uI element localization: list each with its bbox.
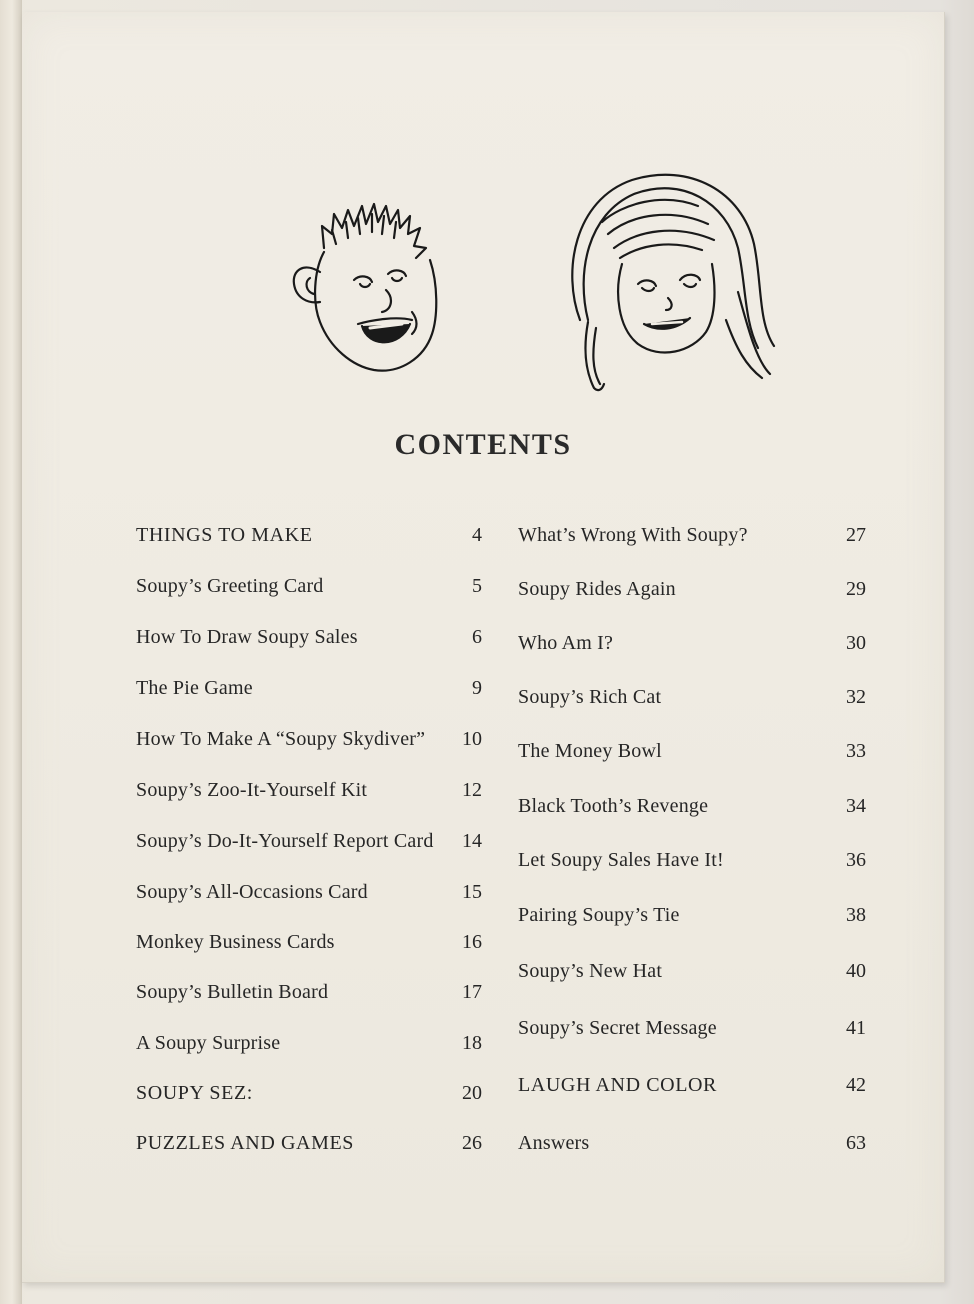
toc-entry-page: 33 <box>846 740 866 762</box>
toc-entry-page: 16 <box>462 931 482 953</box>
toc-entry-page: 41 <box>846 1017 866 1039</box>
toc-entry <box>518 578 866 604</box>
toc-entry <box>518 1074 866 1100</box>
toc-entry-page: 10 <box>462 728 482 750</box>
toc-entry <box>136 728 482 754</box>
toc-entry-title: Who Am I? <box>518 632 614 654</box>
toc-entry-page: 6 <box>472 626 482 648</box>
toc-entry-title: PUZZLES AND GAMES <box>136 1132 354 1154</box>
toc-entry <box>518 1017 866 1043</box>
toc-entry-title: How To Make A “Soupy Skydiver” <box>136 728 426 750</box>
toc-entry-title: Soupy’s Rich Cat <box>518 686 662 708</box>
toc-entry <box>518 686 866 712</box>
toc-entry <box>136 1132 482 1158</box>
toc-entry <box>518 740 866 766</box>
toc-entry <box>518 1132 866 1158</box>
toc-entry-title: Soupy’s Zoo-It-Yourself Kit <box>136 779 368 801</box>
toc-entry <box>136 779 482 805</box>
page-title: CONTENTS <box>394 428 572 461</box>
toc-entry-title: Answers <box>518 1132 590 1154</box>
previous-page-edge <box>0 0 22 1304</box>
toc-entry-title: The Money Bowl <box>518 740 662 762</box>
toc-entry-title: Soupy’s New Hat <box>518 960 663 982</box>
toc-entry-page: 17 <box>462 981 482 1003</box>
toc-entry-title: Soupy’s Do-It-Yourself Report Card <box>136 830 434 852</box>
toc-entry-page: 27 <box>846 524 866 546</box>
toc-entry-page: 40 <box>846 960 866 982</box>
toc-entry-title: Let Soupy Sales Have It! <box>518 849 724 871</box>
toc-entry-page: 32 <box>846 686 866 708</box>
toc-entry-title: Soupy’s All-Occasions Card <box>136 881 368 903</box>
toc-entry-title: Black Tooth’s Revenge <box>518 795 709 817</box>
toc-entry <box>518 849 866 875</box>
toc-entry <box>518 960 866 986</box>
toc-entry <box>136 931 482 957</box>
toc-entry-title: The Pie Game <box>136 677 253 699</box>
toc-entry-page: 9 <box>472 677 482 699</box>
toc-entry <box>136 981 482 1007</box>
toc-entry-page: 42 <box>846 1074 866 1096</box>
girl-face-sketch <box>572 175 774 390</box>
toc-entry-title: Monkey Business Cards <box>136 931 335 953</box>
toc-entry-page: 4 <box>472 524 482 546</box>
toc-entry-page: 26 <box>462 1132 482 1154</box>
boy-face-sketch <box>294 204 436 371</box>
toc-entry <box>136 575 482 601</box>
toc-entry-page: 36 <box>846 849 866 871</box>
toc-entry-page: 20 <box>462 1082 482 1104</box>
toc-entry-page: 38 <box>846 904 866 926</box>
toc-entry-page: 12 <box>462 779 482 801</box>
toc-entry <box>136 1082 482 1108</box>
toc-entry-title: Soupy’s Bulletin Board <box>136 981 329 1003</box>
toc-entry-page: 29 <box>846 578 866 600</box>
toc-entry-title: THINGS TO MAKE <box>136 524 313 546</box>
toc-entry-title: Soupy Rides Again <box>518 578 676 600</box>
toc-entry <box>136 1032 482 1058</box>
toc-entry-page: 14 <box>462 830 482 852</box>
toc-entry-title: Pairing Soupy’s Tie <box>518 904 680 926</box>
cartoon-faces-illustration <box>262 152 802 402</box>
toc-entry-title: How To Draw Soupy Sales <box>136 626 358 648</box>
toc-entry-page: 30 <box>846 632 866 654</box>
toc-entry-title: A Soupy Surprise <box>136 1032 281 1054</box>
toc-entry-page: 34 <box>846 795 866 817</box>
toc-entry-title: LAUGH AND COLOR <box>518 1074 717 1096</box>
toc-entry-page: 18 <box>462 1032 482 1054</box>
toc-entry-title: SOUPY SEZ: <box>136 1082 253 1104</box>
toc-entry <box>518 524 866 550</box>
toc-entry <box>518 795 866 821</box>
toc-entry <box>136 677 482 703</box>
toc-entry <box>136 881 482 907</box>
toc-entry <box>136 830 482 856</box>
toc-entry-title: Soupy’s Secret Message <box>518 1017 717 1039</box>
toc-entry <box>518 632 866 658</box>
toc-entry <box>136 626 482 652</box>
contents-page <box>22 12 945 1283</box>
toc-entry-title: What’s Wrong With Soupy? <box>518 524 748 546</box>
toc-entry <box>518 904 866 930</box>
toc-entry-title: Soupy’s Greeting Card <box>136 575 324 597</box>
toc-entry-page: 15 <box>462 881 482 903</box>
toc-entry-page: 63 <box>846 1132 866 1154</box>
toc-entry-page: 5 <box>472 575 482 597</box>
toc-entry <box>136 524 482 550</box>
